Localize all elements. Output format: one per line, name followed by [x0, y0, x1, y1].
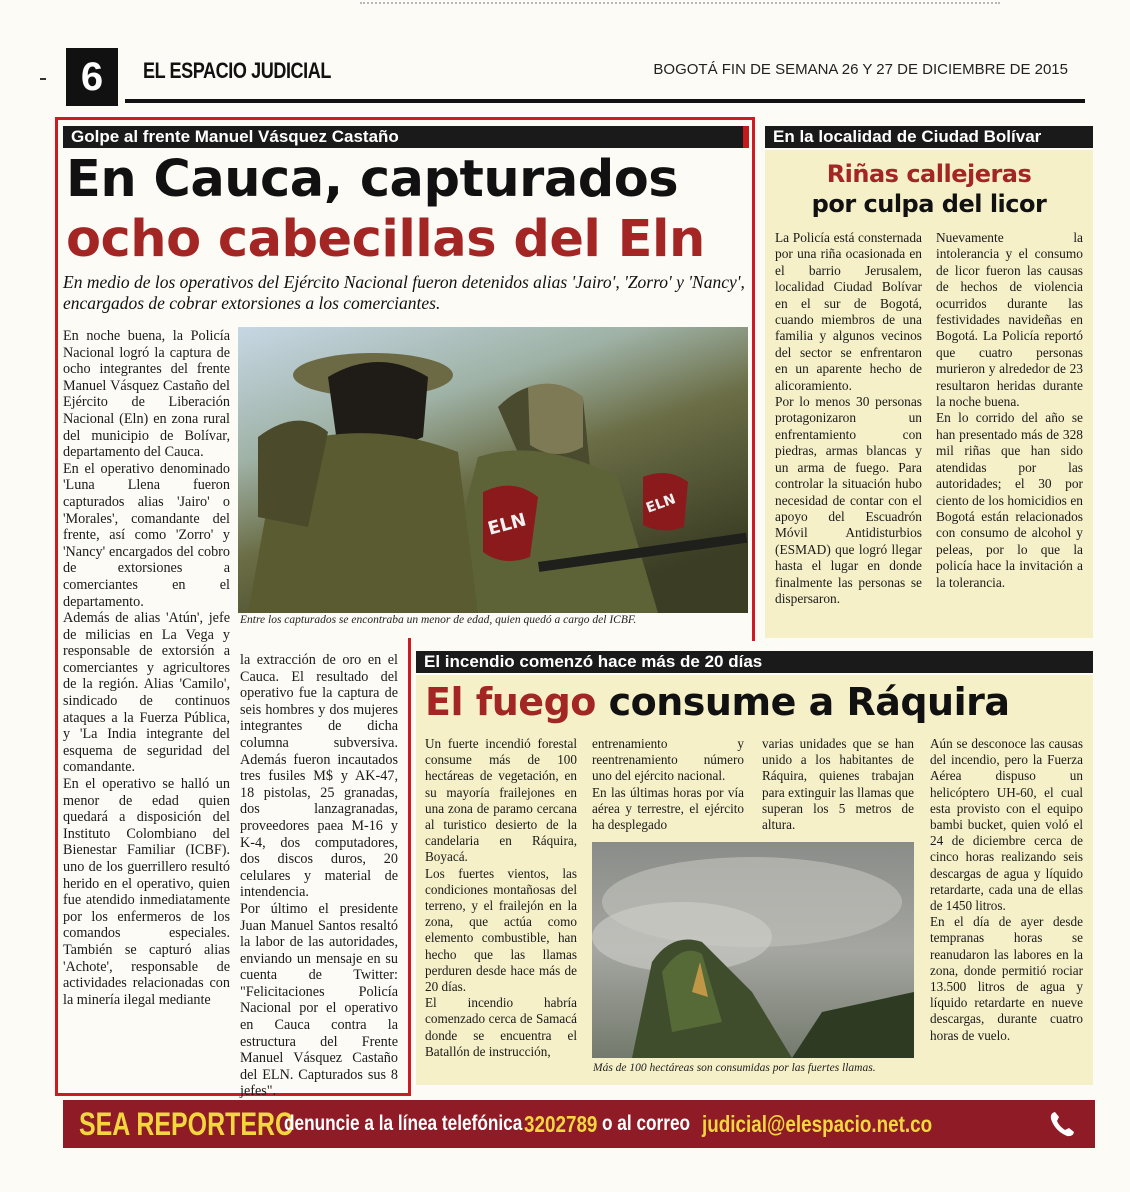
side-headline-line2: por culpa del licor: [811, 190, 1047, 218]
paragraph: varias unidades que se han unido a los habitantes de Ráquira, quienes trabajan para extinguir las llamas que superan los 5 metros de altura.: [762, 736, 914, 833]
paragraph: En el operativo denominado 'Luna Llena fueron capturados alias 'Jairo' o 'Morales', comandante del frente, así como 'Zorro' y 'Nancy' encargados del cobro de extorsiones a comerciantes en el departamento.: [63, 460, 230, 610]
eln-soldiers-photo: [238, 327, 748, 613]
side-column-2: [936, 230, 1083, 591]
svg-text:ELN: ELN: [485, 509, 529, 540]
paragraph: En noche buena, la Policía Nacional logró la captura de ocho integrantes del frente Manuel Vásquez Castaño del Ejército de Liberación Nacional (Eln) en zona rural del municipio de Bolívar, departamento del Cauca.: [63, 328, 230, 461]
paragraph: la extracción de oro en el Cauca. El resultado del operativo fue la captura de seis hombres y dos mujeres integrantes de dicha columna subversiva. Además fueron incautados tres fusiles M$ y AK-47, 18 pistolas, 25 granadas, dos lanzagranadas, proveedores paea M-16 y K-4, dos computadores, dos discos duros, 20 celulares y material de intendencia.: [240, 652, 398, 901]
fire-headline: [425, 678, 1010, 726]
banner-email[interactable]: judicial@elespacio.net.co: [702, 1110, 933, 1137]
side-story-kicker: En la localidad de Ciudad Bolívar: [765, 126, 1093, 148]
paragraph: Además de alias 'Atún', jefe de milicias en La Vega y responsable de extorsión a comerciantes y agricultores de la región. Alias 'Camilo', sindicado de continuos ataques a la Fuerza Pública, y 'La India integrante del esquema de seguridad del comandante.: [63, 610, 230, 776]
paragraph: En el día de ayer desde tempranas horas se reanudaron las labores en la zona, donde permitió rociar 13.500 litros de agua y líquido retardarte en nueve descargas, durante cuatro horas de vuelo.: [930, 914, 1083, 1043]
svg-text:ELN: ELN: [643, 491, 678, 517]
banner-phone-number[interactable]: 3202789: [524, 1110, 598, 1137]
raquira-fire-photo: [592, 842, 914, 1058]
eln-soldiers-illustration: [238, 327, 748, 613]
paragraph: entrenamiento y reentrenamiento número uno del ejército nacional.: [592, 736, 744, 784]
raquira-fire-illustration: [592, 842, 914, 1058]
paragraph: La Policía está consternada por una riña ocasionada en el barrio Jerusalem, localidad Ciudad Bolívar en el sur de Bogotá, cuando miembros de una familia y algunos vecinos del sector se enfrentaron en un aparente hecho de alicoramiento.: [775, 230, 922, 393]
dateline: BOGOTÁ FIN DE SEMANA 26 Y 27 DE DICIEMBRE DE 2015: [653, 61, 1068, 78]
paragraph: En el operativo se halló un menor de edad quien quedará a disposición del Instituto Colombiano del Bienestar Familiar (ICBF). uno de los guerrillero resultó herido en el operativo, quien fue atendido inmediatamente por los enfermeros de los comandos especiales. También se capturó alias 'Achote', responsable de actividades relacionadas con la minería ilegal mediante: [63, 776, 230, 1008]
fire-column-4: [930, 736, 1083, 1044]
main-photo-caption: Entre los capturados se encontraba un menor de edad, quien quedó a cargo del ICBF.: [240, 614, 637, 626]
main-story-kicker: Golpe al frente Manuel Vásquez Castaño: [63, 126, 749, 148]
fire-photo-caption: Más de 100 hectáreas son consumidas por las fuertes llamas.: [593, 1062, 876, 1074]
main-headline-line1: En Cauca, capturados: [66, 150, 679, 209]
fire-headline-black: consume a Ráquira: [608, 680, 1010, 724]
page-number: 6: [66, 48, 118, 106]
fire-column-3: [762, 736, 914, 833]
paragraph: Por lo menos 30 personas protagonizaron un enfrentamiento con piedras, armas blancas y un arma de fuego. Para controlar la situación hubo necesidad de contar con el apoyo del Escuadrón Móvil Antidisturbios (ESMAD) que logró llegar hasta el lugar en donde finalmente las personas se dispersaron.: [775, 394, 922, 606]
header-rule: [125, 99, 1085, 103]
main-headline-line2: ocho cabecillas del Eln: [66, 210, 705, 269]
fire-story-kicker: El incendio comenzó hace más de 20 días: [416, 651, 1093, 673]
main-lead: En medio de los operativos del Ejército Nacional fueron detenidos alias 'Jairo', 'Zorro' y 'Nancy', encargados de cobrar extorsiones a los comerciantes.: [63, 272, 745, 313]
paragraph: El incendio habría comenzado cerca de Samacá donde se encuentra el Batallón de instrucción,: [425, 995, 577, 1059]
side-headline-line1: Riñas callejeras: [826, 160, 1032, 188]
fire-headline-red: El fuego: [425, 680, 596, 724]
main-column-1: [63, 328, 230, 1008]
paragraph: Los fuertes vientos, las condiciones montañosas del terreno, y el frailejón en la zona, que actúa como elemento combustible, han hecho que las llamas perduren desde hace más de 20 días.: [425, 865, 577, 995]
paragraph: En lo corrido del año se han presentado más de 328 mil riñas que han sido atendidas por las autoridades; el 30 por ciento de los homicidios en Bogotá están relacionados con consumo de alcohol y peleas, por lo que la policía hace la invitación a la tolerancia.: [936, 410, 1083, 590]
side-column-1: [775, 230, 922, 607]
paragraph: Un fuerte incendió forestal consume más de 100 hectáreas de vegetación, en su mayoría frailejones en una zona de paramo cercana al turistico desierto de la candelaria en Ráquira, Boyacá.: [425, 736, 577, 865]
banner-text-phone-intro: denuncie a la línea telefónica: [284, 1112, 523, 1135]
main-column-2: [240, 652, 398, 1100]
paragraph: Nuevamente la intolerancia y el consumo de licor fueron las causas de hechos de violencia ocurridos durante las festividades navideñas en Bogotá. La Policía reportó que cuatro personas murieron y alrededor de 23 resultaron heridas durante la noche buena.: [936, 230, 1083, 410]
fire-column-2: [592, 736, 744, 833]
paragraph: En las últimas horas por vía aérea y terrestre, el ejército ha desplegado: [592, 784, 744, 833]
fire-column-1: [425, 736, 577, 1060]
top-dotted-rule: [360, 2, 1000, 8]
paragraph: Aún se desconoce las causas del incendio, pero la Fuerza Aérea dispuso un helicóptero UH-60, el cual esta provisto con el equipo bambi bucket, quien voló el 24 de diciembre cerca de cinco horas realizando seis descargas de agua y líquido retardarte, cada una de ellas de 1450 litros.: [930, 736, 1083, 914]
margin-tick: [40, 78, 46, 80]
masthead: EL ESPACIO JUDICIAL: [143, 58, 332, 83]
phone-icon: [1047, 1109, 1077, 1139]
sea-reportero-label: SEA REPORTERO: [79, 1105, 295, 1142]
banner-text-email-intro: o al correo: [602, 1112, 691, 1135]
paragraph: Por último el presidente Juan Manuel Santos resaltó la labor de las autoridades, enviando un mensaje en su cuenta de Twitter: "Felicitaciones Policía Nacional por el operativo en Cauca contra la estructura del Frente Manuel Vásquez Castaño del ELN. Capturados sus 8 jefes".: [240, 900, 398, 1100]
sea-reportero-banner: [63, 1100, 1095, 1148]
